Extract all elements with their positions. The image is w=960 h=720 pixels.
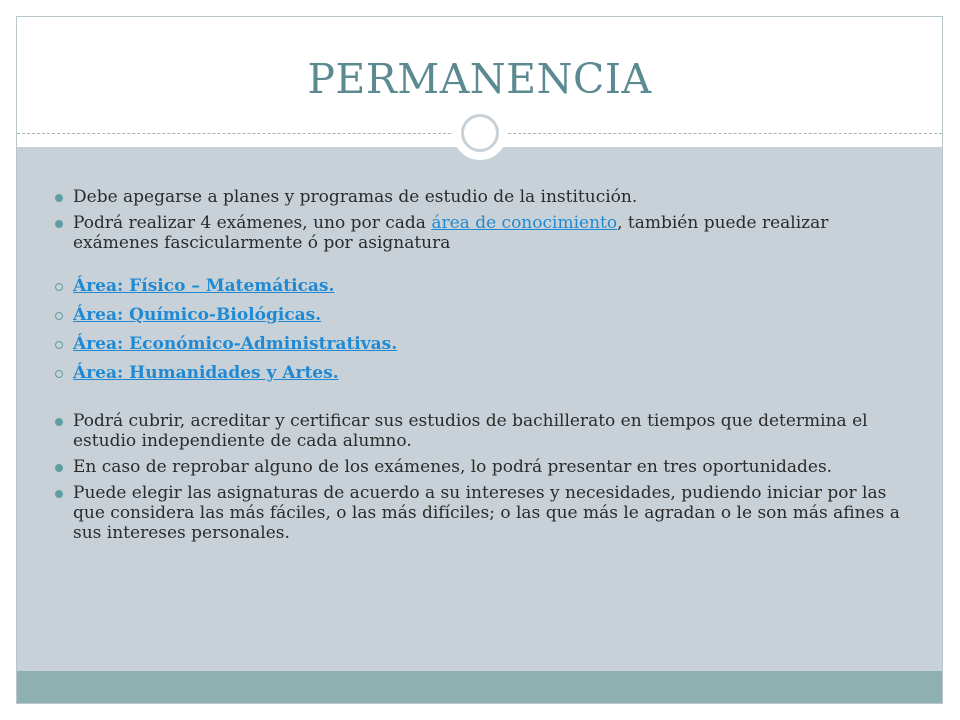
footer-bar: [17, 671, 942, 704]
slide: [16, 16, 943, 704]
bullet-text-before: Podrá realizar 4 exámenes, uno por cada: [73, 213, 432, 233]
area-item: [55, 304, 915, 333]
area-link-humanidades-artes[interactable]: Área: Humanidades y Artes.: [73, 363, 339, 383]
bottom-bullet-list: [55, 411, 915, 543]
bullet-text: Podrá cubrir, acreditar y certificar sus estudios de bachillerato en tiempos que determina el estudio independiente de cada alumno.: [73, 411, 868, 451]
bullet-item: [55, 187, 915, 207]
area-link-quimico-biologicas[interactable]: Área: Químico-Biológicas.: [73, 305, 322, 325]
bullet-text: En caso de reprobar alguno de los exámenes, lo podrá presentar en tres oportunidades.: [73, 457, 833, 477]
ring-inner: [461, 114, 499, 152]
area-item: [55, 362, 915, 391]
bullet-text-after: , también puede realizar exámenes fascicularmente ó por asignatura: [73, 213, 829, 253]
area-link-fisico-matematicas[interactable]: Área: Físico – Matemáticas.: [73, 276, 335, 296]
bullet-item: [55, 483, 915, 543]
area-link-economico-administrativas[interactable]: Área: Económico-Administrativas.: [73, 334, 398, 354]
area-item: [55, 275, 915, 304]
bullet-item: [55, 213, 915, 253]
ring-ornament-icon: [453, 106, 507, 160]
bullet-item: [55, 457, 915, 477]
bullet-text: Puede elegir las asignaturas de acuerdo a su intereses y necesidades, pudiendo iniciar por las que considera las más fáciles, o las más difíciles; o las que más le agradan o le son más afines a sus intereses personales.: [73, 483, 900, 543]
area-list: [55, 275, 915, 391]
top-bullet-list: [55, 187, 915, 253]
slide-title: PERMANENCIA: [307, 55, 652, 103]
bullet-item: [55, 411, 915, 451]
bullet-text: Debe apegarse a planes y programas de estudio de la institución.: [73, 187, 638, 207]
area-item: [55, 333, 915, 362]
content: [55, 187, 915, 543]
area-de-conocimiento-link[interactable]: área de conocimiento: [431, 213, 618, 233]
